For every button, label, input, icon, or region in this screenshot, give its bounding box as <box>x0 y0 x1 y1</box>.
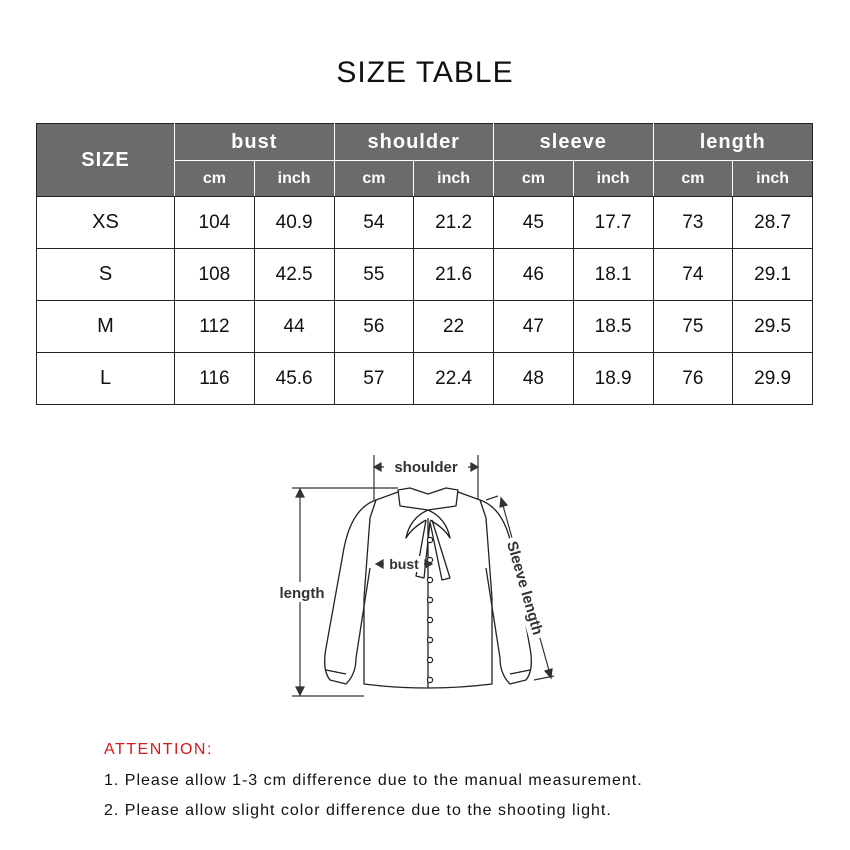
table-cell: 44 <box>254 301 334 353</box>
table-cell: 108 <box>175 249 255 301</box>
size-column-header: SIZE <box>37 124 175 197</box>
table-cell: 112 <box>175 301 255 353</box>
shirt-measurement-diagram <box>260 448 570 708</box>
unit-header: inch <box>414 161 494 197</box>
size-table <box>36 123 813 405</box>
shoulder-label: shoulder <box>394 459 458 476</box>
table-cell: 55 <box>334 249 414 301</box>
table-cell: 45 <box>494 197 574 249</box>
attention-heading: ATTENTION: <box>104 741 213 758</box>
table-cell: 29.1 <box>733 249 813 301</box>
attention-note: 1. Please allow 1-3 cm difference due to the manual measurement. <box>104 772 643 789</box>
group-header-sleeve: sleeve <box>494 124 654 161</box>
table-cell: 46 <box>494 249 574 301</box>
page-title: SIZE TABLE <box>336 56 514 89</box>
table-cell: 54 <box>334 197 414 249</box>
table-cell: 116 <box>175 353 255 405</box>
table-cell: 22 <box>414 301 494 353</box>
table-cell: 21.6 <box>414 249 494 301</box>
table-cell: 18.9 <box>573 353 653 405</box>
table-row <box>37 301 813 353</box>
bust-label: bust <box>389 556 419 572</box>
table-cell: 42.5 <box>254 249 334 301</box>
attention-note: 2. Please allow slight color difference due to the shooting light. <box>104 802 612 819</box>
unit-header: cm <box>334 161 414 197</box>
table-row <box>37 353 813 405</box>
group-header-bust: bust <box>175 124 335 161</box>
header-row-groups <box>37 124 813 161</box>
unit-header: cm <box>494 161 574 197</box>
unit-header: cm <box>653 161 733 197</box>
table-cell: 47 <box>494 301 574 353</box>
table-cell: 56 <box>334 301 414 353</box>
table-cell: 73 <box>653 197 733 249</box>
group-header-length: length <box>653 124 813 161</box>
table-cell: 28.7 <box>733 197 813 249</box>
group-header-shoulder: shoulder <box>334 124 494 161</box>
unit-header: cm <box>175 161 255 197</box>
table-cell: 45.6 <box>254 353 334 405</box>
shirt-collar <box>398 488 458 510</box>
table-cell: 104 <box>175 197 255 249</box>
table-row <box>37 249 813 301</box>
unit-header: inch <box>573 161 653 197</box>
table-cell: 18.1 <box>573 249 653 301</box>
table-cell: 74 <box>653 249 733 301</box>
table-cell: 75 <box>653 301 733 353</box>
shirt-left-sleeve <box>325 500 376 684</box>
table-cell: 40.9 <box>254 197 334 249</box>
table-row <box>37 197 813 249</box>
unit-header: inch <box>254 161 334 197</box>
table-cell: 29.5 <box>733 301 813 353</box>
size-label: L <box>37 353 175 405</box>
size-label: M <box>37 301 175 353</box>
table-cell: 57 <box>334 353 414 405</box>
table-cell: 76 <box>653 353 733 405</box>
unit-header: inch <box>733 161 813 197</box>
table-cell: 22.4 <box>414 353 494 405</box>
table-cell: 29.9 <box>733 353 813 405</box>
size-label: XS <box>37 197 175 249</box>
table-cell: 17.7 <box>573 197 653 249</box>
table-cell: 48 <box>494 353 574 405</box>
table-cell: 21.2 <box>414 197 494 249</box>
table-cell: 18.5 <box>573 301 653 353</box>
length-label: length <box>279 585 325 602</box>
sleeve-length-label: Sleeve length <box>503 539 547 637</box>
size-label: S <box>37 249 175 301</box>
